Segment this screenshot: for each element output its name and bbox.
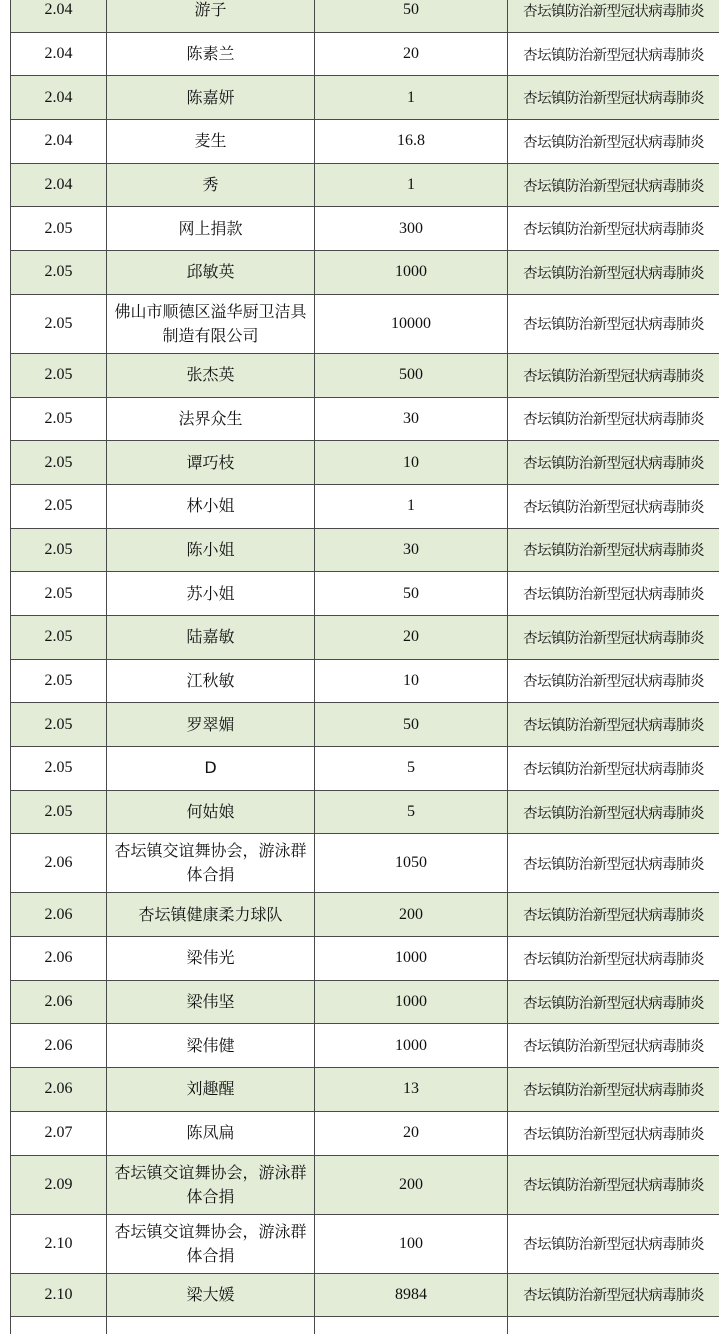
table-row — [11, 1214, 720, 1273]
amount-cell[interactable]: 100 — [315, 1214, 508, 1273]
table-row — [11, 397, 720, 441]
amount-cell[interactable]: 5 — [315, 747, 508, 791]
donor-name-cell[interactable]: 刘趣醒 — [107, 1068, 315, 1112]
date-cell[interactable]: 2.06 — [11, 834, 107, 893]
table-row — [11, 659, 720, 703]
table-row — [11, 1111, 720, 1155]
purpose-cell[interactable]: 杏坛镇防治新型冠状病毒肺炎 — [508, 441, 720, 485]
purpose-cell[interactable]: 杏坛镇防治新型冠状病毒肺炎 — [508, 980, 720, 1024]
donor-name-cell[interactable]: 罗翠媚 — [107, 703, 315, 747]
amount-cell[interactable]: 30 — [315, 397, 508, 441]
purpose-cell[interactable]: 杏坛镇防治新型冠状病毒肺炎 — [508, 615, 720, 659]
date-cell[interactable]: 2.09 — [11, 1155, 107, 1214]
date-cell[interactable]: 2.05 — [11, 747, 107, 791]
date-cell[interactable]: 2.05 — [11, 207, 107, 251]
table-row — [11, 353, 720, 397]
date-cell[interactable]: 2.05 — [11, 790, 107, 834]
purpose-cell[interactable]: 杏坛镇防治新型冠状病毒肺炎 — [508, 893, 720, 937]
purpose-cell[interactable]: 杏坛镇防治新型冠状病毒肺炎 — [508, 659, 720, 703]
purpose-cell[interactable]: 杏坛镇防治新型冠状病毒肺炎 — [508, 76, 720, 120]
table-row — [11, 294, 720, 353]
amount-cell[interactable]: 1000 — [315, 980, 508, 1024]
table-row — [11, 703, 720, 747]
sheet-right-edge — [719, 0, 724, 1334]
date-cell[interactable]: 2.06 — [11, 980, 107, 1024]
amount-cell[interactable]: 10000 — [315, 294, 508, 353]
date-cell[interactable]: 2.05 — [11, 572, 107, 616]
sheet-left-margin — [0, 0, 10, 1334]
donor-name-cell[interactable]: 陈素兰 — [107, 32, 315, 76]
donor-name-cell[interactable]: 林小姐 — [107, 484, 315, 528]
purpose-cell[interactable]: 杏坛镇防治新型冠状病毒肺炎 — [508, 1214, 720, 1273]
date-cell[interactable]: 2.05 — [11, 484, 107, 528]
date-cell[interactable]: 2.04 — [11, 120, 107, 164]
purpose-cell[interactable]: 杏坛镇防治新型冠状病毒肺炎 — [508, 834, 720, 893]
date-cell[interactable]: 2.05 — [11, 353, 107, 397]
table-row — [11, 207, 720, 251]
purpose-cell[interactable]: 杏坛镇防治新型冠状病毒肺炎 — [508, 572, 720, 616]
date-cell[interactable]: 2.05 — [11, 703, 107, 747]
purpose-cell[interactable]: 杏坛镇防治新型冠状病毒肺炎 — [508, 1155, 720, 1214]
donor-name-cell[interactable]: 法界众生 — [107, 397, 315, 441]
donor-name-cell[interactable]: 秀 — [107, 163, 315, 207]
date-cell[interactable] — [11, 1317, 107, 1334]
table-row — [11, 980, 720, 1024]
donor-name-cell[interactable]: 陈小姐 — [107, 528, 315, 572]
date-cell[interactable]: 2.07 — [11, 1111, 107, 1155]
purpose-cell[interactable]: 杏坛镇防治新型冠状病毒肺炎 — [508, 120, 720, 164]
donor-name-cell[interactable]: 麦生 — [107, 120, 315, 164]
date-cell[interactable]: 2.05 — [11, 659, 107, 703]
purpose-cell[interactable]: 杏坛镇防治新型冠状病毒肺炎 — [508, 32, 720, 76]
donor-name-cell[interactable]: 江秋敏 — [107, 659, 315, 703]
amount-cell[interactable]: 16.8 — [315, 120, 508, 164]
date-cell[interactable]: 2.05 — [11, 615, 107, 659]
date-cell[interactable]: 2.10 — [11, 1273, 107, 1317]
table-row — [11, 1317, 720, 1334]
date-cell[interactable]: 2.04 — [11, 32, 107, 76]
amount-cell[interactable]: 1000 — [315, 937, 508, 981]
donor-name-cell[interactable]: 梁伟健 — [107, 1024, 315, 1068]
purpose-cell[interactable]: 杏坛镇防治新型冠状病毒肺炎 — [508, 1068, 720, 1112]
donor-name-cell[interactable]: 梁伟光 — [107, 937, 315, 981]
table-row — [11, 163, 720, 207]
date-cell[interactable]: 2.04 — [11, 0, 107, 32]
amount-cell[interactable]: 20 — [315, 615, 508, 659]
date-cell[interactable]: 2.04 — [11, 163, 107, 207]
amount-cell[interactable]: 1050 — [315, 834, 508, 893]
amount-cell[interactable]: 20 — [315, 32, 508, 76]
table-row — [11, 32, 720, 76]
amount-cell[interactable]: 1 — [315, 484, 508, 528]
date-cell[interactable]: 2.05 — [11, 528, 107, 572]
donor-name-cell[interactable]: 陈嘉妍 — [107, 76, 315, 120]
purpose-cell[interactable]: 杏坛镇防治新型冠状病毒肺炎 — [508, 353, 720, 397]
donor-name-cell[interactable]: 杏坛镇交谊舞协会，游泳群体合捐 — [107, 1155, 315, 1214]
table-row — [11, 251, 720, 295]
date-cell[interactable]: 2.05 — [11, 294, 107, 353]
table-row — [11, 441, 720, 485]
purpose-cell[interactable]: 杏坛镇防治新型冠状病毒肺炎 — [508, 528, 720, 572]
donor-name-cell[interactable]: 苏小姐 — [107, 572, 315, 616]
purpose-cell[interactable]: 杏坛镇防治新型冠状病毒肺炎 — [508, 397, 720, 441]
amount-cell[interactable]: 500 — [315, 353, 508, 397]
donor-name-cell[interactable] — [107, 1317, 315, 1334]
purpose-cell[interactable]: 杏坛镇防治新型冠状病毒肺炎 — [508, 790, 720, 834]
purpose-cell[interactable]: 杏坛镇防治新型冠状病毒肺炎 — [508, 703, 720, 747]
date-cell[interactable]: 2.05 — [11, 397, 107, 441]
purpose-cell[interactable]: 杏坛镇防治新型冠状病毒肺炎 — [508, 163, 720, 207]
date-cell[interactable]: 2.05 — [11, 251, 107, 295]
purpose-cell[interactable]: 杏坛镇防治新型冠状病毒肺炎 — [508, 1111, 720, 1155]
purpose-cell[interactable]: 杏坛镇防治新型冠状病毒肺炎 — [508, 1024, 720, 1068]
donor-name-cell[interactable]: 游子 — [107, 0, 315, 32]
table-row — [11, 790, 720, 834]
donor-name-cell[interactable]: 陈凤扁 — [107, 1111, 315, 1155]
purpose-cell[interactable]: 杏坛镇防治新型冠状病毒肺炎 — [508, 0, 720, 32]
purpose-cell[interactable]: 杏坛镇防治新型冠状病毒肺炎 — [508, 294, 720, 353]
table-row — [11, 120, 720, 164]
amount-cell[interactable]: 20 — [315, 1111, 508, 1155]
donor-name-cell[interactable]: 杏坛镇交谊舞协会，游泳群体合捐 — [107, 834, 315, 893]
table-row — [11, 1273, 720, 1317]
amount-cell[interactable]: 50 — [315, 0, 508, 32]
date-cell[interactable]: 2.10 — [11, 1214, 107, 1273]
purpose-cell[interactable]: 杏坛镇防治新型冠状病毒肺炎 — [508, 1273, 720, 1317]
table-row — [11, 76, 720, 120]
amount-cell[interactable] — [315, 1317, 508, 1334]
donor-name-cell[interactable]: 谭巧枝 — [107, 441, 315, 485]
date-cell[interactable]: 2.04 — [11, 76, 107, 120]
amount-cell[interactable]: 1000 — [315, 251, 508, 295]
purpose-cell[interactable]: 杏坛镇防治新型冠状病毒肺炎 — [508, 747, 720, 791]
amount-cell[interactable]: 1 — [315, 76, 508, 120]
table-row — [11, 893, 720, 937]
donation-table-body — [11, 0, 720, 1334]
table-row — [11, 572, 720, 616]
donor-name-cell[interactable]: 佛山市顺德区溢华厨卫洁具制造有限公司 — [107, 294, 315, 353]
donor-name-cell[interactable]: 张杰英 — [107, 353, 315, 397]
date-cell[interactable]: 2.06 — [11, 1024, 107, 1068]
amount-cell[interactable]: 5 — [315, 790, 508, 834]
table-row — [11, 747, 720, 791]
amount-cell[interactable]: 50 — [315, 703, 508, 747]
donation-table — [10, 0, 720, 1334]
table-row — [11, 615, 720, 659]
amount-cell[interactable]: 10 — [315, 441, 508, 485]
purpose-cell[interactable]: 杏坛镇防治新型冠状病毒肺炎 — [508, 484, 720, 528]
table-row — [11, 0, 720, 32]
table-row — [11, 937, 720, 981]
donor-name-cell[interactable]: 邱敏英 — [107, 251, 315, 295]
table-row — [11, 484, 720, 528]
donor-name-cell[interactable]: 何姑娘 — [107, 790, 315, 834]
purpose-cell[interactable]: 杏坛镇防治新型冠状病毒肺炎 — [508, 251, 720, 295]
donor-name-cell[interactable]: 杏坛镇健康柔力球队 — [107, 893, 315, 937]
donor-name-cell[interactable]: 梁伟坚 — [107, 980, 315, 1024]
date-cell[interactable]: 2.06 — [11, 1068, 107, 1112]
table-row — [11, 1155, 720, 1214]
amount-cell[interactable]: 13 — [315, 1068, 508, 1112]
amount-cell[interactable]: 200 — [315, 893, 508, 937]
purpose-cell[interactable] — [508, 1317, 720, 1334]
purpose-cell[interactable]: 杏坛镇防治新型冠状病毒肺炎 — [508, 937, 720, 981]
amount-cell[interactable]: 200 — [315, 1155, 508, 1214]
donor-name-cell[interactable]: 网上捐款 — [107, 207, 315, 251]
table-row — [11, 1068, 720, 1112]
donor-name-cell[interactable]: 杏坛镇交谊舞协会，游泳群体合捐 — [107, 1214, 315, 1273]
amount-cell[interactable]: 8984 — [315, 1273, 508, 1317]
amount-cell[interactable]: 300 — [315, 207, 508, 251]
table-row — [11, 1024, 720, 1068]
donor-name-cell[interactable]: 陆嘉敏 — [107, 615, 315, 659]
donor-name-cell[interactable]: 梁大媛 — [107, 1273, 315, 1317]
date-cell[interactable]: 2.05 — [11, 441, 107, 485]
amount-cell[interactable]: 1000 — [315, 1024, 508, 1068]
table-row — [11, 834, 720, 893]
amount-cell[interactable]: 10 — [315, 659, 508, 703]
amount-cell[interactable]: 50 — [315, 572, 508, 616]
amount-cell[interactable]: 30 — [315, 528, 508, 572]
table-row — [11, 528, 720, 572]
donor-name-cell[interactable]: D — [107, 747, 315, 791]
date-cell[interactable]: 2.06 — [11, 937, 107, 981]
amount-cell[interactable]: 1 — [315, 163, 508, 207]
purpose-cell[interactable]: 杏坛镇防治新型冠状病毒肺炎 — [508, 207, 720, 251]
date-cell[interactable]: 2.06 — [11, 893, 107, 937]
